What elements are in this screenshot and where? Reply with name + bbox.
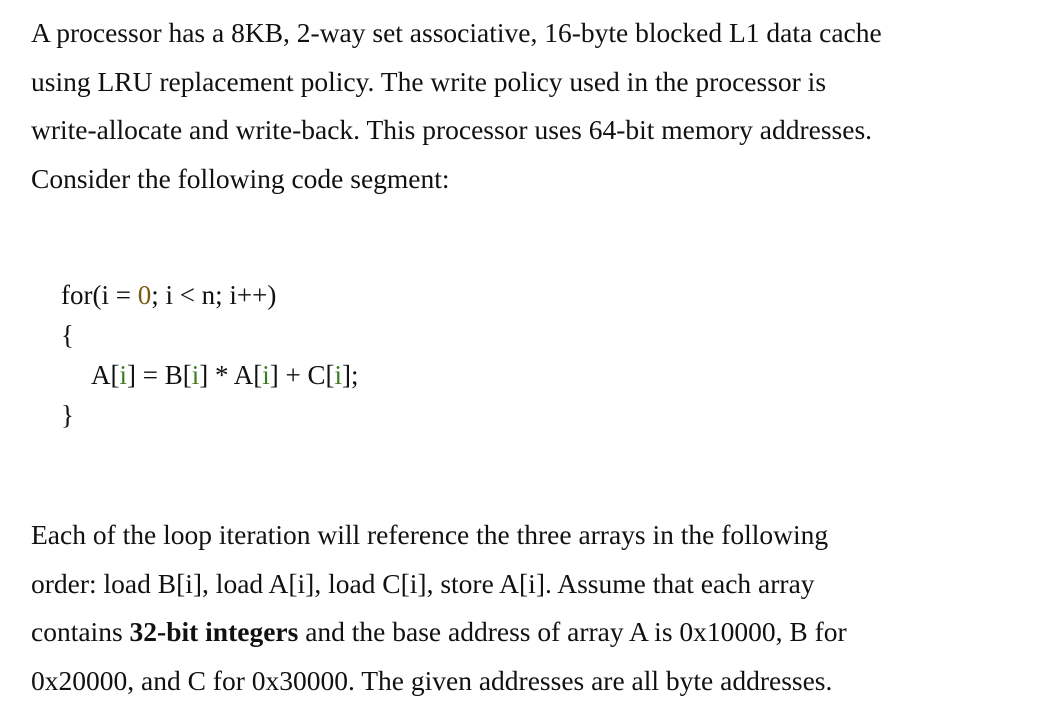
code-statement-line <box>61 355 359 395</box>
code-open-brace: { <box>61 320 74 350</box>
intro-line: using LRU replacement policy. The write policy used in the processor is <box>31 65 827 97</box>
outro-line: 0x20000, and C for 0x30000. The given addresses are all byte addresses. <box>31 664 833 696</box>
intro-line: Consider the following code segment: <box>31 162 450 194</box>
code-token: ] = B[ <box>127 360 192 390</box>
outro-line: order: load B[i], load A[i], load C[i], store A[i]. Assume that each array <box>31 567 815 599</box>
outro-line <box>31 608 1031 657</box>
code-token: for(i = <box>61 280 138 310</box>
code-number: 0 <box>137 280 152 310</box>
intro-line: A processor has a 8KB, 2-way set associative, 16-byte blocked L1 data cache <box>31 17 882 48</box>
outro-paragraph <box>31 511 1031 705</box>
code-token: ] * A[ <box>199 360 263 390</box>
outro-text: contains <box>31 616 130 647</box>
code-close-brace: } <box>61 400 74 430</box>
code-for-line <box>61 275 359 315</box>
code-index: i <box>262 360 270 390</box>
code-token: ] + C[ <box>269 360 335 390</box>
outro-text: and the base address of array A is 0x10000, B for <box>298 616 847 647</box>
code-token: A[ <box>91 360 120 390</box>
emphasis-text: 32-bit integers <box>129 616 299 647</box>
code-index: i <box>334 360 342 390</box>
intro-line: write-allocate and write-back. This processor uses 64-bit memory addresses. <box>31 114 873 145</box>
code-token: ]; <box>342 360 359 390</box>
code-segment <box>61 275 359 435</box>
intro-paragraph <box>31 9 1031 203</box>
outro-line: Each of the loop iteration will reference the three arrays in the following <box>31 519 829 550</box>
code-token: ; i < n; i++) <box>151 280 277 310</box>
code-index: i <box>119 360 128 390</box>
code-index: i <box>191 360 200 390</box>
